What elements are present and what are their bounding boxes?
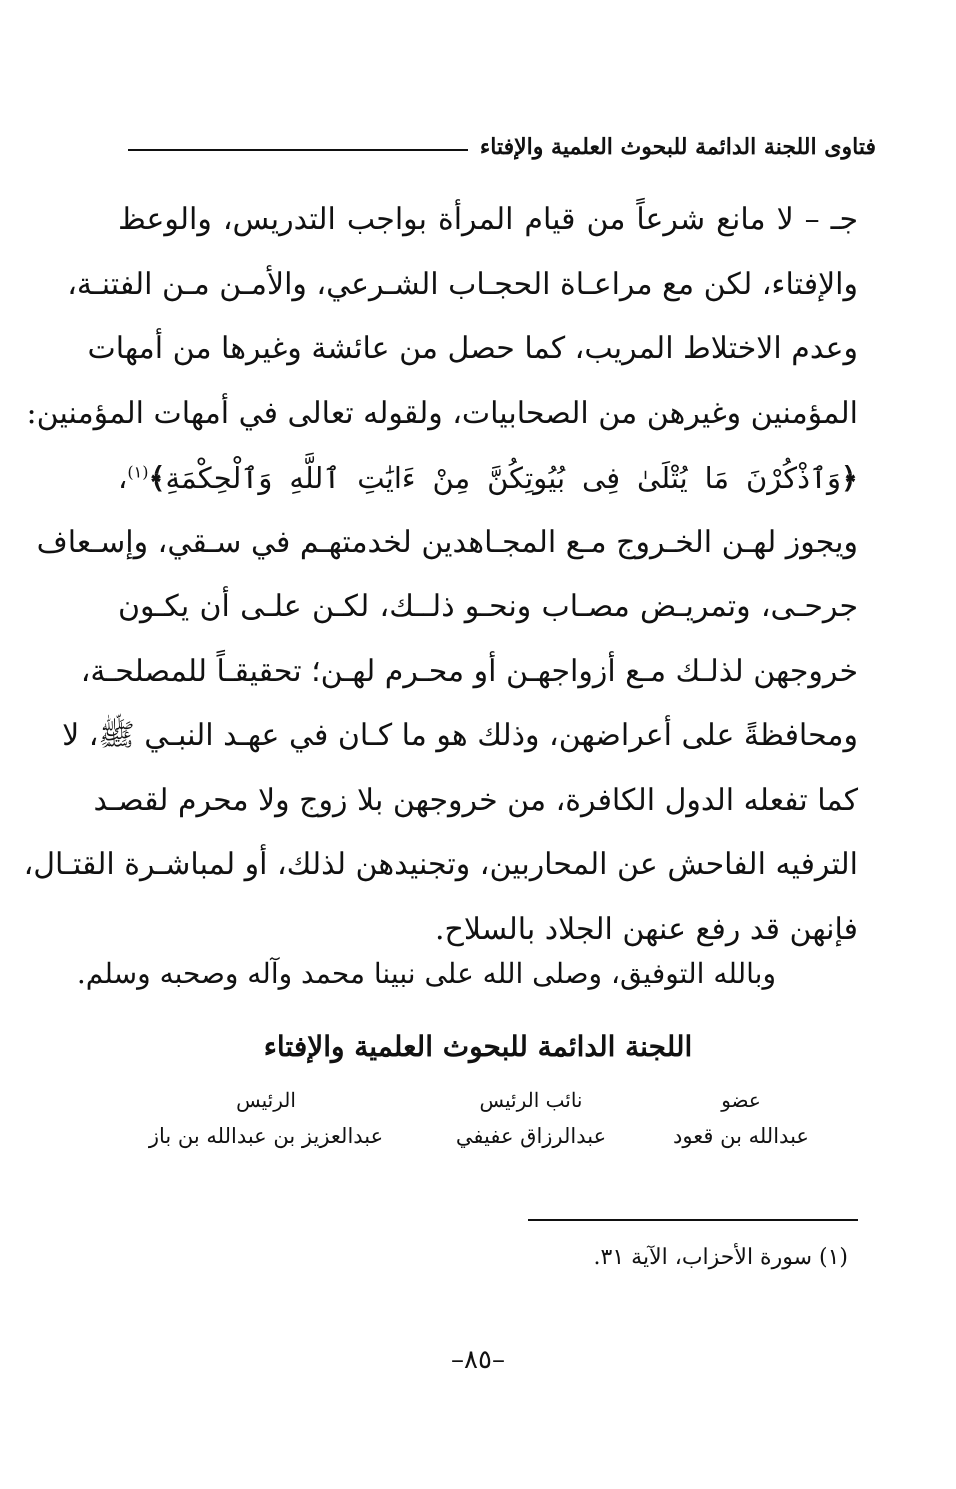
footnote-ref: (١) (127, 462, 149, 482)
running-header-title: فتاوى اللجنة الدائمة للبحوث العلمية والإفتاء (479, 134, 876, 160)
verse-open-bracket: ﴿ (841, 461, 858, 495)
member-name: عبدالعزيز بن عبدالله بن باز (148, 1124, 384, 1148)
body-line: جرحـى، وتمريـض مصـاب ونحـو ذلــك، لكـن علـى أن يكـون (118, 589, 858, 624)
member-role: نائب الرئيس (479, 1088, 583, 1112)
running-header (128, 130, 876, 164)
body-line: ومحافظةً على أعراضهن، وذلك هو ما كـان في عهـد النبـي ﷺ، لا (62, 718, 858, 753)
footnote-separator (528, 1219, 858, 1221)
member-name: عبدالرزاق عفيفي (455, 1124, 607, 1148)
fatwa-body (23, 188, 858, 962)
signature-names (0, 1124, 956, 1158)
body-line: فإنهن قد رفع عنهن الجلاد بالسلاح. (435, 911, 858, 947)
running-header-rule (128, 149, 468, 151)
body-line: خروجهن لذلـك مـع أزواجهـن أو محـرم لهـن؛ تحقيقـاً للمصلحـة، (80, 653, 858, 689)
body-line: وعدم الاختلاط المريب، كما حصل من عائشة وغيرها من أمهات (87, 331, 858, 366)
body-line: كما تفعله الدول الكافرة، من خروجهن بلا زوج ولا محرم لقصـد (93, 782, 858, 818)
page-number: –٨٥– (451, 1345, 505, 1375)
body-line: والإفتاء، لكن مع مراعـاة الحجـاب الشـرعي، والأمـن مـن الفتنـة، (67, 266, 858, 302)
body-line: ويجوز لهـن الخـروج مـع المجـاهدين لخدمتهـم في سـقي، وإسـعاف (36, 524, 858, 560)
committee-title: اللجنة الدائمة للبحوث العلمية والإفتاء (263, 1030, 693, 1063)
verse-text: وَٱذْكُرْنَ مَا يُتْلَىٰ فِى بُيُوتِكُنَّ مِنْ ءَايَٰتِ ٱللَّهِ وَٱلْحِكْمَةِ (165, 461, 841, 495)
verse-close-bracket: ﴾ (148, 461, 166, 495)
body-line: الترفيه الفاحش عن المحاربين، وتجنيدهن لذلك، أو لمباشـرة القتـال، (23, 847, 858, 882)
verse-trailing-comma: ، (118, 461, 128, 495)
quran-verse (118, 446, 858, 511)
member-role: عضو (721, 1088, 761, 1112)
body-line: جـ – لا مانع شرعاً من قيام المرأة بواجب التدريس، والوعظ (118, 202, 858, 237)
closing-prayer: وبالله التوفيق، وصلى الله على نبينا محمد وآله وصحبه وسلم. (76, 957, 776, 990)
signature-roles (0, 1088, 956, 1122)
member-role: الرئيس (236, 1088, 296, 1112)
footnote: (١) سورة الأحزاب، الآية ٣١. (593, 1245, 848, 1270)
body-line: المؤمنين وغيرهن من الصحابيات، ولقوله تعالى في أمهات المؤمنين: (26, 395, 858, 431)
member-name: عبدالله بن قعود (673, 1124, 809, 1148)
